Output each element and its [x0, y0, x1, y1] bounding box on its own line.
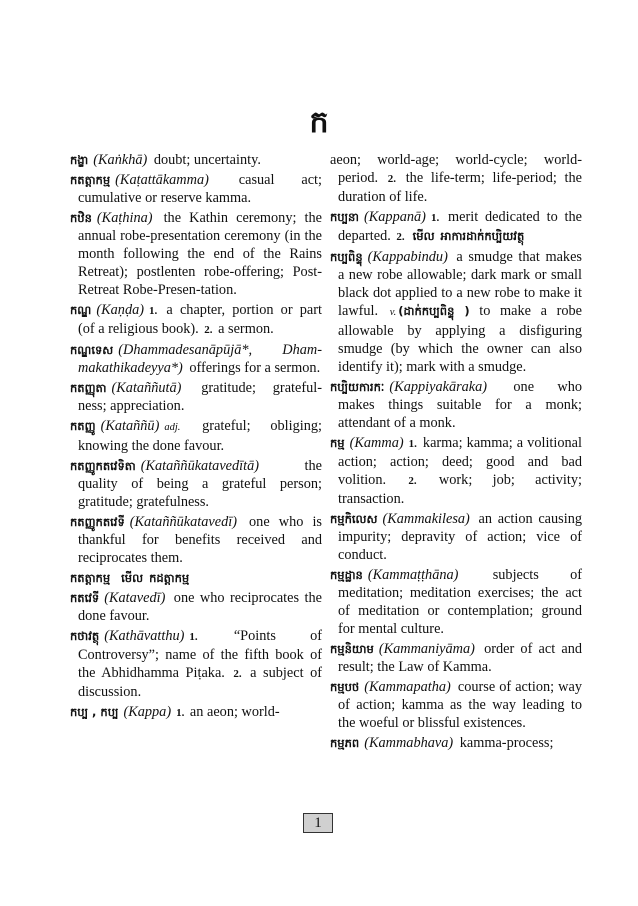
- definition-text: a sermon.: [214, 321, 274, 337]
- headword: កតញ្ញូកតវេទិតា: [70, 459, 136, 473]
- definition-text: a subject of discussion.: [78, 665, 322, 700]
- romanization: (Kappanā): [363, 209, 426, 225]
- sense-number: 2.: [233, 668, 242, 680]
- sense-number: 1.: [149, 305, 158, 317]
- dictionary-entry: [330, 248, 582, 376]
- definition-text: the Kathin ceremony; the annual robe-presentation ceremony (in the month following the end of the Rains Retreat); postlenten robe-offering; Post-Retreat Robe-Presen-tation.: [78, 210, 322, 298]
- definition-text: casual act; cumulative or reserve kamma.: [78, 172, 322, 206]
- dictionary-entry: [330, 734, 582, 752]
- part-of-speech: adj.: [164, 422, 181, 433]
- definition-text: work; job; activity; transaction.: [338, 472, 582, 507]
- definition-text: doubt; uncertainty.: [150, 152, 261, 168]
- reference-target: អាការដាក់កប្បិយវត្ថុ: [440, 229, 525, 243]
- definition-text: “Points of Controversy”; name of the fifth book of the Abhidhamma Piṭaka.: [78, 628, 322, 681]
- headword: កប្ប , កប្ប: [70, 705, 119, 719]
- definition-text: subjects of meditation; meditation exercises; the act of meditation or contemplation; ground for mental culture.: [338, 567, 582, 637]
- sense-number: 2.: [387, 173, 397, 185]
- romanization: (Kataññū): [100, 418, 160, 434]
- dictionary-entry: [70, 569, 322, 587]
- dictionary-entry: [70, 457, 322, 511]
- headword: កថាវត្ថុ: [70, 629, 100, 643]
- dictionary-entry: [70, 627, 322, 701]
- sense-number: 1.: [176, 707, 185, 719]
- romanization: (Katavedī): [104, 590, 166, 606]
- definition-text: offerings for a sermon.: [185, 360, 321, 376]
- sense-number: 2.: [408, 475, 417, 487]
- dictionary-entry: [70, 171, 322, 207]
- dictionary-entry: [70, 341, 322, 377]
- headword: កប្បនា: [330, 210, 359, 224]
- headword: កតត្តាកម្ម: [70, 571, 111, 585]
- definition-text: one who is thankful for benefits received and reciprocates them.: [78, 514, 322, 566]
- headword: កតត្តាកម្ម: [70, 173, 111, 187]
- definition-text: the quality of being a grateful person; gratitude; gratefulness.: [78, 458, 322, 510]
- dictionary-entry: [330, 640, 582, 676]
- headword: កតញ្ញូកតវេទី: [70, 515, 125, 529]
- dictionary-entry: [330, 434, 582, 508]
- headword: កណ្ឌ: [70, 303, 92, 317]
- headword: កម្ម: [330, 436, 345, 450]
- dictionary-entry: [330, 510, 582, 564]
- dictionary-entry: [330, 678, 582, 732]
- sense-number: 1.: [408, 438, 417, 450]
- romanization: (Kappiyakāraka): [389, 379, 488, 395]
- romanization: (Kataññūkatavedītā): [140, 458, 260, 474]
- definition-text: course of action; way of action; kamma as the way leading to the woeful or blissful existences.: [338, 679, 582, 731]
- romanization: (Kaṇḍa): [96, 302, 144, 318]
- romanization: (Kammaniyāma): [378, 641, 475, 657]
- headword: កណ្ឌទេស: [70, 343, 114, 357]
- romanization: (Dhammadesanāpūjā*, Dham-makathikadeyya*): [78, 342, 322, 376]
- romanization: (Kammakilesa): [382, 511, 470, 527]
- definition-text: an aeon; world-: [186, 704, 280, 720]
- see-reference: មើល: [121, 571, 144, 585]
- headword: កតញ្ញុតា: [70, 381, 107, 395]
- romanization: (Kammabhava): [364, 735, 454, 751]
- definition-text: karma; kamma; a volitional action; action; deed; good and bad volition.: [338, 435, 582, 488]
- dictionary-entry: [330, 208, 582, 246]
- definition-text: kamma-process;: [456, 735, 554, 751]
- headword: កម្មដ្ឋាន: [330, 568, 363, 582]
- dictionary-entry: [70, 209, 322, 299]
- romanization: (Kammapatha): [364, 679, 451, 695]
- dictionary-entry: [70, 703, 322, 722]
- right-column: [330, 151, 582, 754]
- romanization: (Kamma): [349, 435, 404, 451]
- romanization: (Kaṭattākamma): [115, 172, 209, 188]
- headword: កឋិន: [70, 211, 92, 225]
- definition-text: aeon; world-age; world-cycle; world-period.: [330, 152, 582, 186]
- left-column: [70, 151, 322, 724]
- romanization: (Kappabindu): [367, 249, 448, 265]
- dictionary-entry: [330, 151, 582, 206]
- dictionary-entry: [70, 513, 322, 567]
- definition-text: one who makes things suitable for a monk; attendant of a monk.: [338, 379, 582, 431]
- sense-number: 1.: [189, 631, 198, 643]
- headword: កប្បិយការកៈ: [330, 380, 385, 394]
- romanization: (Kaṅkhā): [93, 152, 148, 168]
- dictionary-entry: [70, 589, 322, 625]
- definition-text: order of act and result; the Law of Kamma.: [338, 641, 582, 675]
- romanization: (Kaṭhina): [96, 210, 153, 226]
- romanization: (Kappa): [123, 704, 172, 720]
- sense-number: 2.: [396, 231, 405, 243]
- dictionary-entry: [70, 151, 322, 169]
- romanization: (Kataññūkatavedī): [129, 514, 237, 530]
- page-number: 1: [303, 813, 333, 833]
- headword: កង្ខា: [70, 153, 89, 167]
- see-reference: មើល: [412, 229, 435, 243]
- headword: កប្បពិន្ទុ: [330, 250, 363, 264]
- headword: កម្មបថ: [330, 680, 360, 694]
- definition-text: the life-term; life-period; the duration of life.: [338, 170, 582, 205]
- sense-number: 2.: [204, 324, 213, 336]
- dictionary-entry: [70, 301, 322, 339]
- headword: កតវេទី: [70, 591, 100, 605]
- definition-text: a smudge that makes a new robe allowable; dark mark or small black dot applied to a new robe to make it lawful.: [338, 249, 582, 319]
- dictionary-entry: [330, 566, 582, 638]
- romanization: (Kammaṭṭhāna): [367, 567, 459, 583]
- dictionary-entry: [70, 417, 322, 455]
- headword: កម្មនិយាម: [330, 642, 374, 656]
- dictionary-entry: [70, 379, 322, 415]
- romanization: (Kathāvatthu): [104, 628, 185, 644]
- sense-number: 1.: [430, 212, 440, 224]
- page-title: ក: [309, 105, 329, 140]
- definition-text: grateful; obliging; knowing the done favour.: [78, 418, 322, 454]
- dictionary-entry: [330, 378, 582, 432]
- part-of-speech: v.: [389, 307, 397, 318]
- headword: កម្មភព: [330, 736, 360, 750]
- definition-text: an action causing impurity; depravity of action; vice of conduct.: [338, 511, 582, 563]
- khmer-phrase: (ដាក់កប្បពិន្ទុ ): [398, 304, 470, 318]
- headword: កតញ្ញូ: [70, 419, 96, 433]
- definition-text: gratitude; grateful-ness; appreciation.: [78, 380, 322, 414]
- romanization: (Kataññutā): [111, 380, 182, 396]
- definition-text: one who reciprocates the done favour.: [78, 590, 322, 624]
- definition-text: merit dedicated to the departed.: [338, 209, 582, 244]
- definition-text: to make a robe allowable by applying a disfiguring smudge (by which the owner can also identify it); mark with a smudge.: [338, 303, 582, 375]
- definition-text: a chapter, portion or part (of a religious book).: [78, 302, 322, 337]
- reference-target: កដត្តាកម្ម: [149, 571, 190, 585]
- headword: កម្មកិលេស: [330, 512, 378, 526]
